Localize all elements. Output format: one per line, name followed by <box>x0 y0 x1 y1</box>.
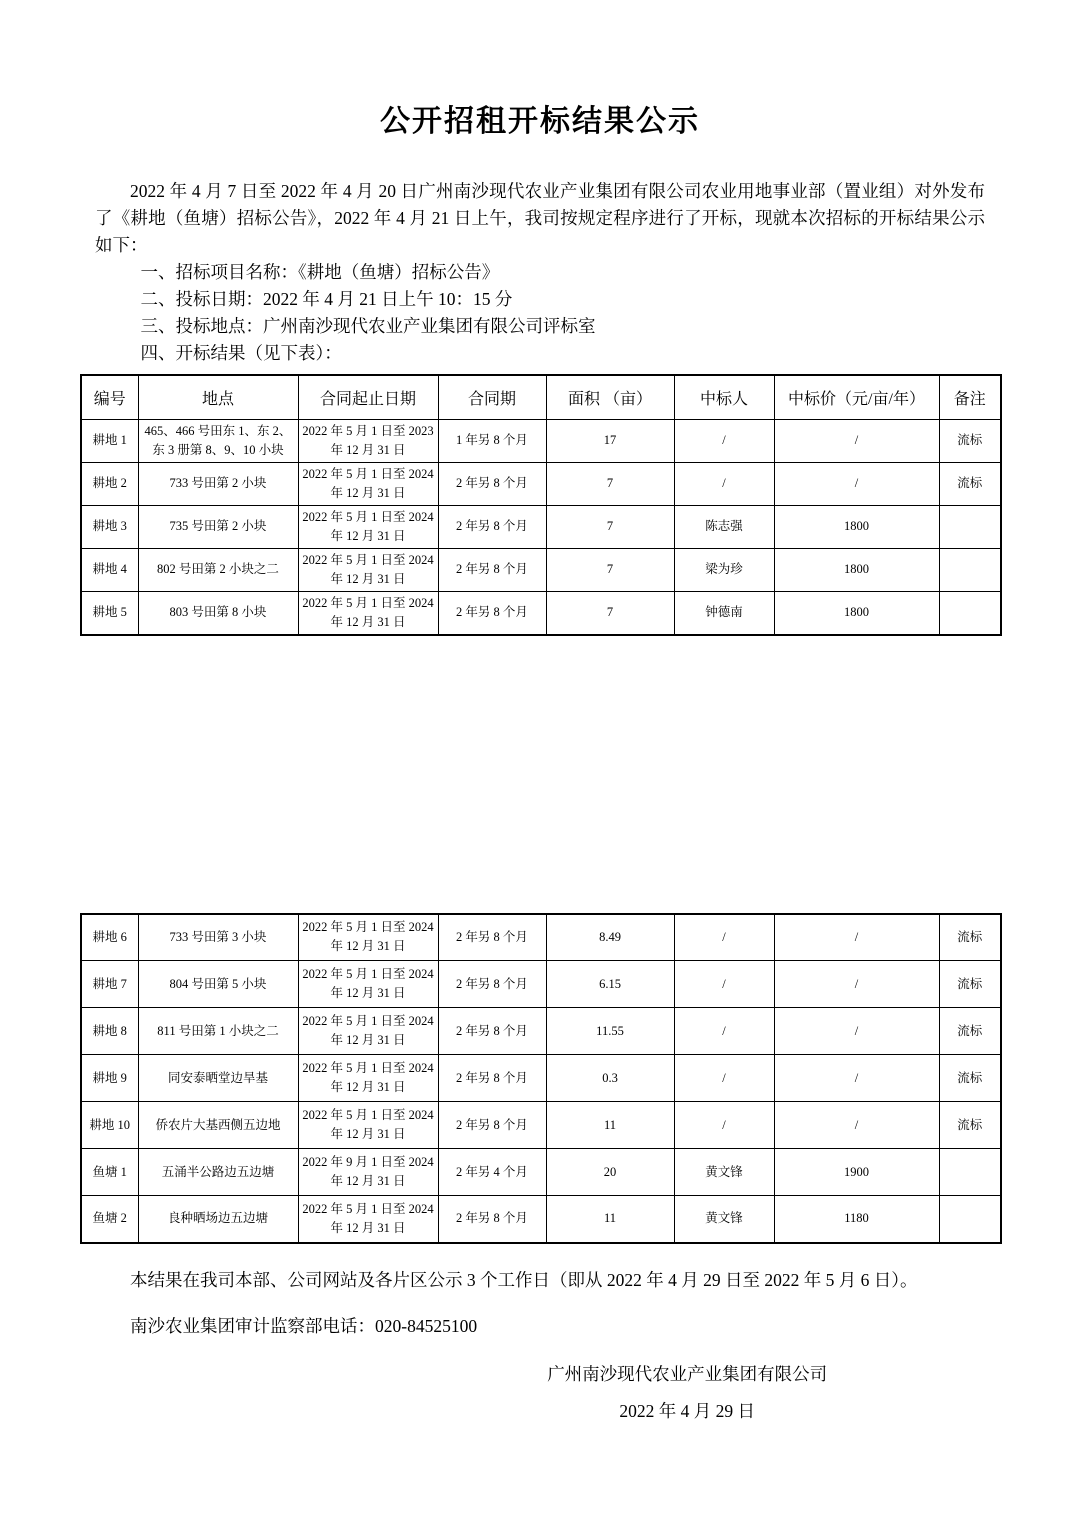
table-row <box>81 548 1001 591</box>
page-title: 公开招租开标结果公示 <box>380 105 700 138</box>
table-cell <box>939 1196 1001 1243</box>
header-cell-contract-dates: 合同起止日期 <box>298 375 438 419</box>
table-cell: 侨农片大基西侧五边地 <box>138 1102 298 1149</box>
table-cell: 2 年另 8 个月 <box>438 1055 546 1102</box>
table-cell: 耕地 3 <box>81 505 138 548</box>
table-row <box>81 914 1001 961</box>
table-cell: / <box>674 1055 774 1102</box>
table-cell: 流标 <box>939 419 1001 462</box>
list-item-bid-date: 二、投标日期：2022 年 4 月 21 日上午 10：15 分 <box>140 289 513 309</box>
table-cell: 钟德南 <box>674 591 774 635</box>
page-break-gap <box>80 636 1000 906</box>
table-cell: 流标 <box>939 914 1001 961</box>
table-cell: 20 <box>546 1149 674 1196</box>
table-cell: 梁为珍 <box>674 548 774 591</box>
table-row <box>81 591 1001 635</box>
table-cell: 802 号田第 2 小块之二 <box>138 548 298 591</box>
table-cell: 11 <box>546 1196 674 1243</box>
table-cell: 6.15 <box>546 961 674 1008</box>
table-cell: 2022 年 5 月 1 日至 2024 年 12 月 31 日 <box>298 961 438 1008</box>
table-cell: 同安泰晒堂边旱基 <box>138 1055 298 1102</box>
table-cell: 2022 年 5 月 1 日至 2024 年 12 月 31 日 <box>298 505 438 548</box>
table-cell: 黄文锋 <box>674 1149 774 1196</box>
table-cell: 2022 年 5 月 1 日至 2024 年 12 月 31 日 <box>298 1008 438 1055</box>
intro-paragraph: 2022 年 4 月 7 日至 2022 年 4 月 20 日广州南沙现代农业产业集团有限公司农业用地事业部（置业组）对外发布了《耕地（鱼塘）招标公告》，2022 年 4 月 21 日上午，我司按规定程序进行了开标，现就本次招标的开标结果公示如下： <box>95 181 985 255</box>
table-cell <box>939 591 1001 635</box>
table-cell: 黄文锋 <box>674 1196 774 1243</box>
header-cell-remarks: 备注 <box>939 375 1001 419</box>
header-cell-location: 地点 <box>138 375 298 419</box>
table-cell: 11.55 <box>546 1008 674 1055</box>
company-name: 广州南沙现代农业产业集团有限公司 <box>547 1363 828 1384</box>
table-header-row <box>81 375 1001 419</box>
table-cell: 耕地 9 <box>81 1055 138 1102</box>
table-cell: 耕地 10 <box>81 1102 138 1149</box>
table-cell: 2022 年 5 月 1 日至 2024 年 12 月 31 日 <box>298 591 438 635</box>
table-cell: 1800 <box>774 505 939 548</box>
table-cell: 811 号田第 1 小块之二 <box>138 1008 298 1055</box>
table-cell: 2 年另 8 个月 <box>438 462 546 505</box>
table-cell: 1800 <box>774 591 939 635</box>
table-cell: 耕地 6 <box>81 914 138 961</box>
header-cell-area: 面积 （亩） <box>546 375 674 419</box>
table-cell: 7 <box>546 462 674 505</box>
table-cell: 465、466 号田东 1、东 2、东 3 册第 8、9、10 小块 <box>138 419 298 462</box>
table-cell: 流标 <box>939 462 1001 505</box>
table-cell <box>939 548 1001 591</box>
table-row <box>81 462 1001 505</box>
table-row <box>81 1008 1001 1055</box>
table-cell: 733 号田第 3 小块 <box>138 914 298 961</box>
table-cell: 耕地 1 <box>81 419 138 462</box>
table-row <box>81 1055 1001 1102</box>
table-cell: 耕地 7 <box>81 961 138 1008</box>
table-cell: 17 <box>546 419 674 462</box>
table-cell: 1180 <box>774 1196 939 1243</box>
table-cell: / <box>774 1102 939 1149</box>
table-row <box>81 419 1001 462</box>
table-cell: 2 年另 8 个月 <box>438 548 546 591</box>
table-cell: 2 年另 8 个月 <box>438 914 546 961</box>
table-cell: 耕地 4 <box>81 548 138 591</box>
contact-phone: 南沙农业集团审计监察部电话：020-84525100 <box>130 1315 478 1336</box>
signature-block <box>485 1356 890 1430</box>
table-cell: 流标 <box>939 1102 1001 1149</box>
table-cell: 2 年另 8 个月 <box>438 505 546 548</box>
table-cell: / <box>774 961 939 1008</box>
header-cell-contract-term: 合同期 <box>438 375 546 419</box>
table-cell: 1900 <box>774 1149 939 1196</box>
table-cell: 2022 年 5 月 1 日至 2023 年 12 月 31 日 <box>298 419 438 462</box>
signature-date: 2022 年 4 月 29 日 <box>619 1400 755 1421</box>
table-cell: / <box>774 1055 939 1102</box>
table-cell: 2022 年 5 月 1 日至 2024 年 12 月 31 日 <box>298 1055 438 1102</box>
results-table-page1 <box>80 374 1002 636</box>
table-cell: 2022 年 5 月 1 日至 2024 年 12 月 31 日 <box>298 548 438 591</box>
header-cell-number: 编号 <box>81 375 138 419</box>
table-cell: 0.3 <box>546 1055 674 1102</box>
table-cell: / <box>674 961 774 1008</box>
table-cell: / <box>674 1102 774 1149</box>
table-cell: 735 号田第 2 小块 <box>138 505 298 548</box>
table-row <box>81 505 1001 548</box>
table-cell: 7 <box>546 548 674 591</box>
table-cell: 耕地 2 <box>81 462 138 505</box>
table-cell: 7 <box>546 505 674 548</box>
table-cell: 2 年另 8 个月 <box>438 1102 546 1149</box>
table-cell: / <box>674 419 774 462</box>
table-cell: / <box>774 419 939 462</box>
header-cell-winning-price: 中标价（元/亩/年） <box>774 375 939 419</box>
table-row <box>81 1196 1001 1243</box>
table-cell: 1800 <box>774 548 939 591</box>
table-cell: 7 <box>546 591 674 635</box>
list-item-bid-result: 四、开标结果（见下表）： <box>140 343 342 363</box>
table-cell: 鱼塘 1 <box>81 1149 138 1196</box>
list-item-project-name: 一、招标项目名称：《耕地（鱼塘）招标公告》 <box>140 262 500 282</box>
table-cell: 陈志强 <box>674 505 774 548</box>
table-cell: / <box>774 1008 939 1055</box>
table-cell: 2022 年 5 月 1 日至 2024 年 12 月 31 日 <box>298 462 438 505</box>
table-cell: 803 号田第 8 小块 <box>138 591 298 635</box>
table-cell: 流标 <box>939 1008 1001 1055</box>
table-cell: 804 号田第 5 小块 <box>138 961 298 1008</box>
table-cell: 流标 <box>939 961 1001 1008</box>
table-cell: 流标 <box>939 1055 1001 1102</box>
table-cell: 2022 年 5 月 1 日至 2024 年 12 月 31 日 <box>298 914 438 961</box>
table-cell: / <box>674 462 774 505</box>
table-cell: 2 年另 4 个月 <box>438 1149 546 1196</box>
results-table-page2 <box>80 913 1002 1244</box>
table-cell: / <box>674 1008 774 1055</box>
table-cell: 耕地 8 <box>81 1008 138 1055</box>
table-cell: 五涌半公路边五边塘 <box>138 1149 298 1196</box>
table-row <box>81 1102 1001 1149</box>
table-cell <box>939 505 1001 548</box>
publicity-notice: 本结果在我司本部、公司网站及各片区公示 3 个工作日（即从 2022 年 4 月 29 日至 2022 年 5 月 6 日）。 <box>130 1269 918 1290</box>
table-cell: 8.49 <box>546 914 674 961</box>
table-cell: / <box>674 914 774 961</box>
table-cell: 2022 年 5 月 1 日至 2024 年 12 月 31 日 <box>298 1102 438 1149</box>
table-cell <box>939 1149 1001 1196</box>
table-cell: 耕地 5 <box>81 591 138 635</box>
table-cell: 良种晒场边五边塘 <box>138 1196 298 1243</box>
table-cell: / <box>774 914 939 961</box>
table-cell: 1 年另 8 个月 <box>438 419 546 462</box>
table-cell: 733 号田第 2 小块 <box>138 462 298 505</box>
list-item-bid-location: 三、投标地点：广州南沙现代农业产业集团有限公司评标室 <box>140 316 596 336</box>
table-row <box>81 1149 1001 1196</box>
table-cell: / <box>774 462 939 505</box>
table-cell: 11 <box>546 1102 674 1149</box>
table-cell: 2 年另 8 个月 <box>438 1008 546 1055</box>
table-row <box>81 961 1001 1008</box>
table-cell: 2 年另 8 个月 <box>438 591 546 635</box>
header-cell-winner: 中标人 <box>674 375 774 419</box>
table-cell: 鱼塘 2 <box>81 1196 138 1243</box>
table-cell: 2022 年 9 月 1 日至 2024 年 12 月 31 日 <box>298 1149 438 1196</box>
table-cell: 2 年另 8 个月 <box>438 1196 546 1243</box>
table-cell: 2022 年 5 月 1 日至 2024 年 12 月 31 日 <box>298 1196 438 1243</box>
table-cell: 2 年另 8 个月 <box>438 961 546 1008</box>
